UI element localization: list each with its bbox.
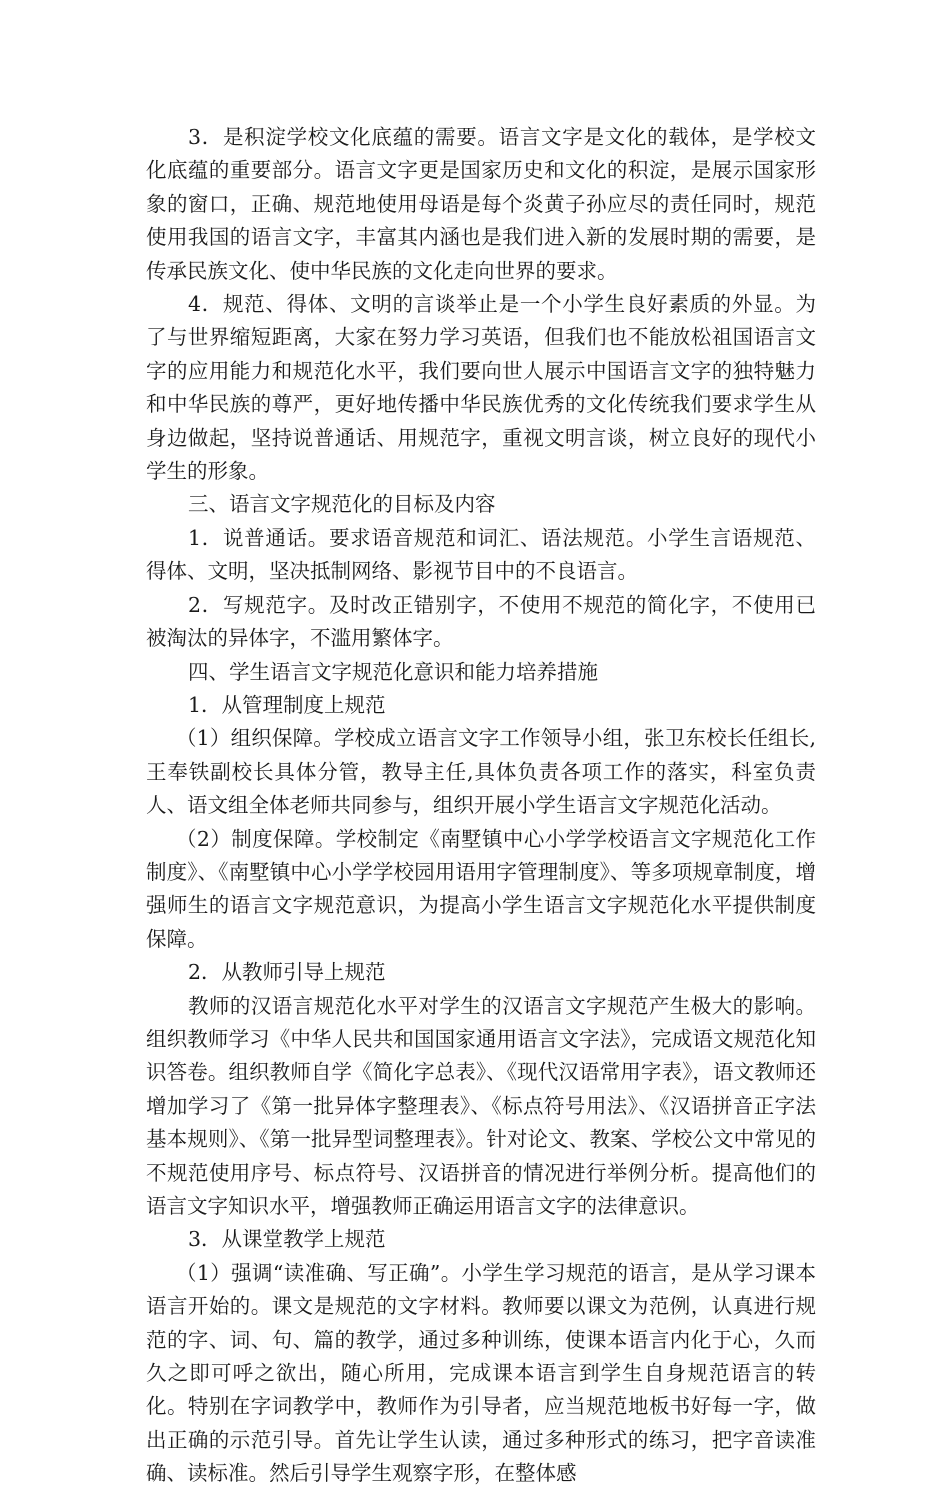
paragraph-cultural-heritage: 3．是积淀学校文化底蕴的需要。语言文字是文化的载体，是学校文化底蕴的重要部分。语言文字更是国家历史和文化的积淀，是展示国家形象的窗口，正确、规范地使用母语是每个炎黄子孙应尽的责任同时，规范使用我国的语言文字，丰富其内涵也是我们进入新的发展时期的需要，是传承民族文化、使中华民族的文化走向世界的要求。 [146, 125, 816, 283]
paragraph-manners: 4．规范、得体、文明的言谈举止是一个小学生良好素质的外显。为了与世界缩短距离，大家在努力学习英语，但我们也不能放松祖国语言文字的应用能力和规范化水平，我们要向世人展示中国语言文字的独特魅力和中华民族的尊严，更好地传播中华民族优秀的文化传统我们要求学生从身边做起，坚持说普通话、用规范字，重视文明言谈，树立良好的现代小学生的形象。 [146, 292, 816, 484]
paragraph-standard-characters: 2．写规范字。及时改正错别字，不使用不规范的简化字，不使用已被淘汰的异体字，不滥用繁体字。 [146, 592, 816, 651]
subheading-management: 1．从管理制度上规范 [188, 692, 386, 717]
subheading-teacher-guidance: 2．从教师引导上规范 [188, 960, 386, 985]
paragraph-organization: （1）组织保障。学校成立语言文字工作领导小组，张卫东校长任组长,王奉铁副校长具体分管，教导主任,具体负责各项工作的落实，科室负责人、语文组全体老师共同参与，组织开展小学生语言文字规范化活动。 [146, 726, 816, 818]
paragraph-teacher-training: 教师的汉语言规范化水平对学生的汉语言文字规范产生极大的影响。组织教师学习《中华人民共和国国家通用语言文字法》，完成语文规范化知识答卷。组织教师自学《简化字总表》、《现代汉语常用字表》，语文教师还增加学习了《第一批异体字整理表》、《标点符号用法》、《汉语拼音正字法基本规则》、《第一批异型词整理表》。针对论文、教案、学校公文中常见的不规范使用序号、标点符号、汉语拼音的情况进行举例分析。提高他们的语言文字知识水平，增强教师正确运用语言文字的法律意识。 [146, 993, 816, 1218]
section-heading-goals: 三、语言文字规范化的目标及内容 [188, 492, 496, 517]
subheading-classroom: 3．从课堂教学上规范 [188, 1227, 386, 1252]
document-body [146, 121, 816, 1491]
paragraph-reading-writing: （1）强调“读准确、写正确”。小学生学习规范的语言，是从学习课本语言开始的。课文是规范的文字材料。教师要以课文为范例，认真进行规范的字、词、句、篇的教学，通过多种训练，使课本语言内化于心，久而久之即可呼之欲出，随心所用，完成课本语言到学生自身规范语言的转化。特别在字词教学中，教师作为引导者，应当规范地板书好每一字，做出正确的示范引导。首先让学生认读，通过多种形式的练习，把字音读准确、读标准。然后引导学生观察字形，在整体感 [146, 1260, 816, 1486]
section-heading-measures: 四、学生语言文字规范化意识和能力培养措施 [188, 659, 598, 684]
paragraph-regulations: （2）制度保障。学校制定《南墅镇中心小学学校语言文字规范化工作制度》、《南墅镇中心小学学校园用语用字管理制度》、等多项规章制度，增强师生的语言文字规范意识，为提高小学生语言文字规范化水平提供制度保障。 [146, 826, 816, 951]
paragraph-mandarin: 1．说普通话。要求语音规范和词汇、语法规范。小学生言语规范、得体、文明，坚决抵制网络、影视节目中的不良语言。 [146, 525, 816, 584]
